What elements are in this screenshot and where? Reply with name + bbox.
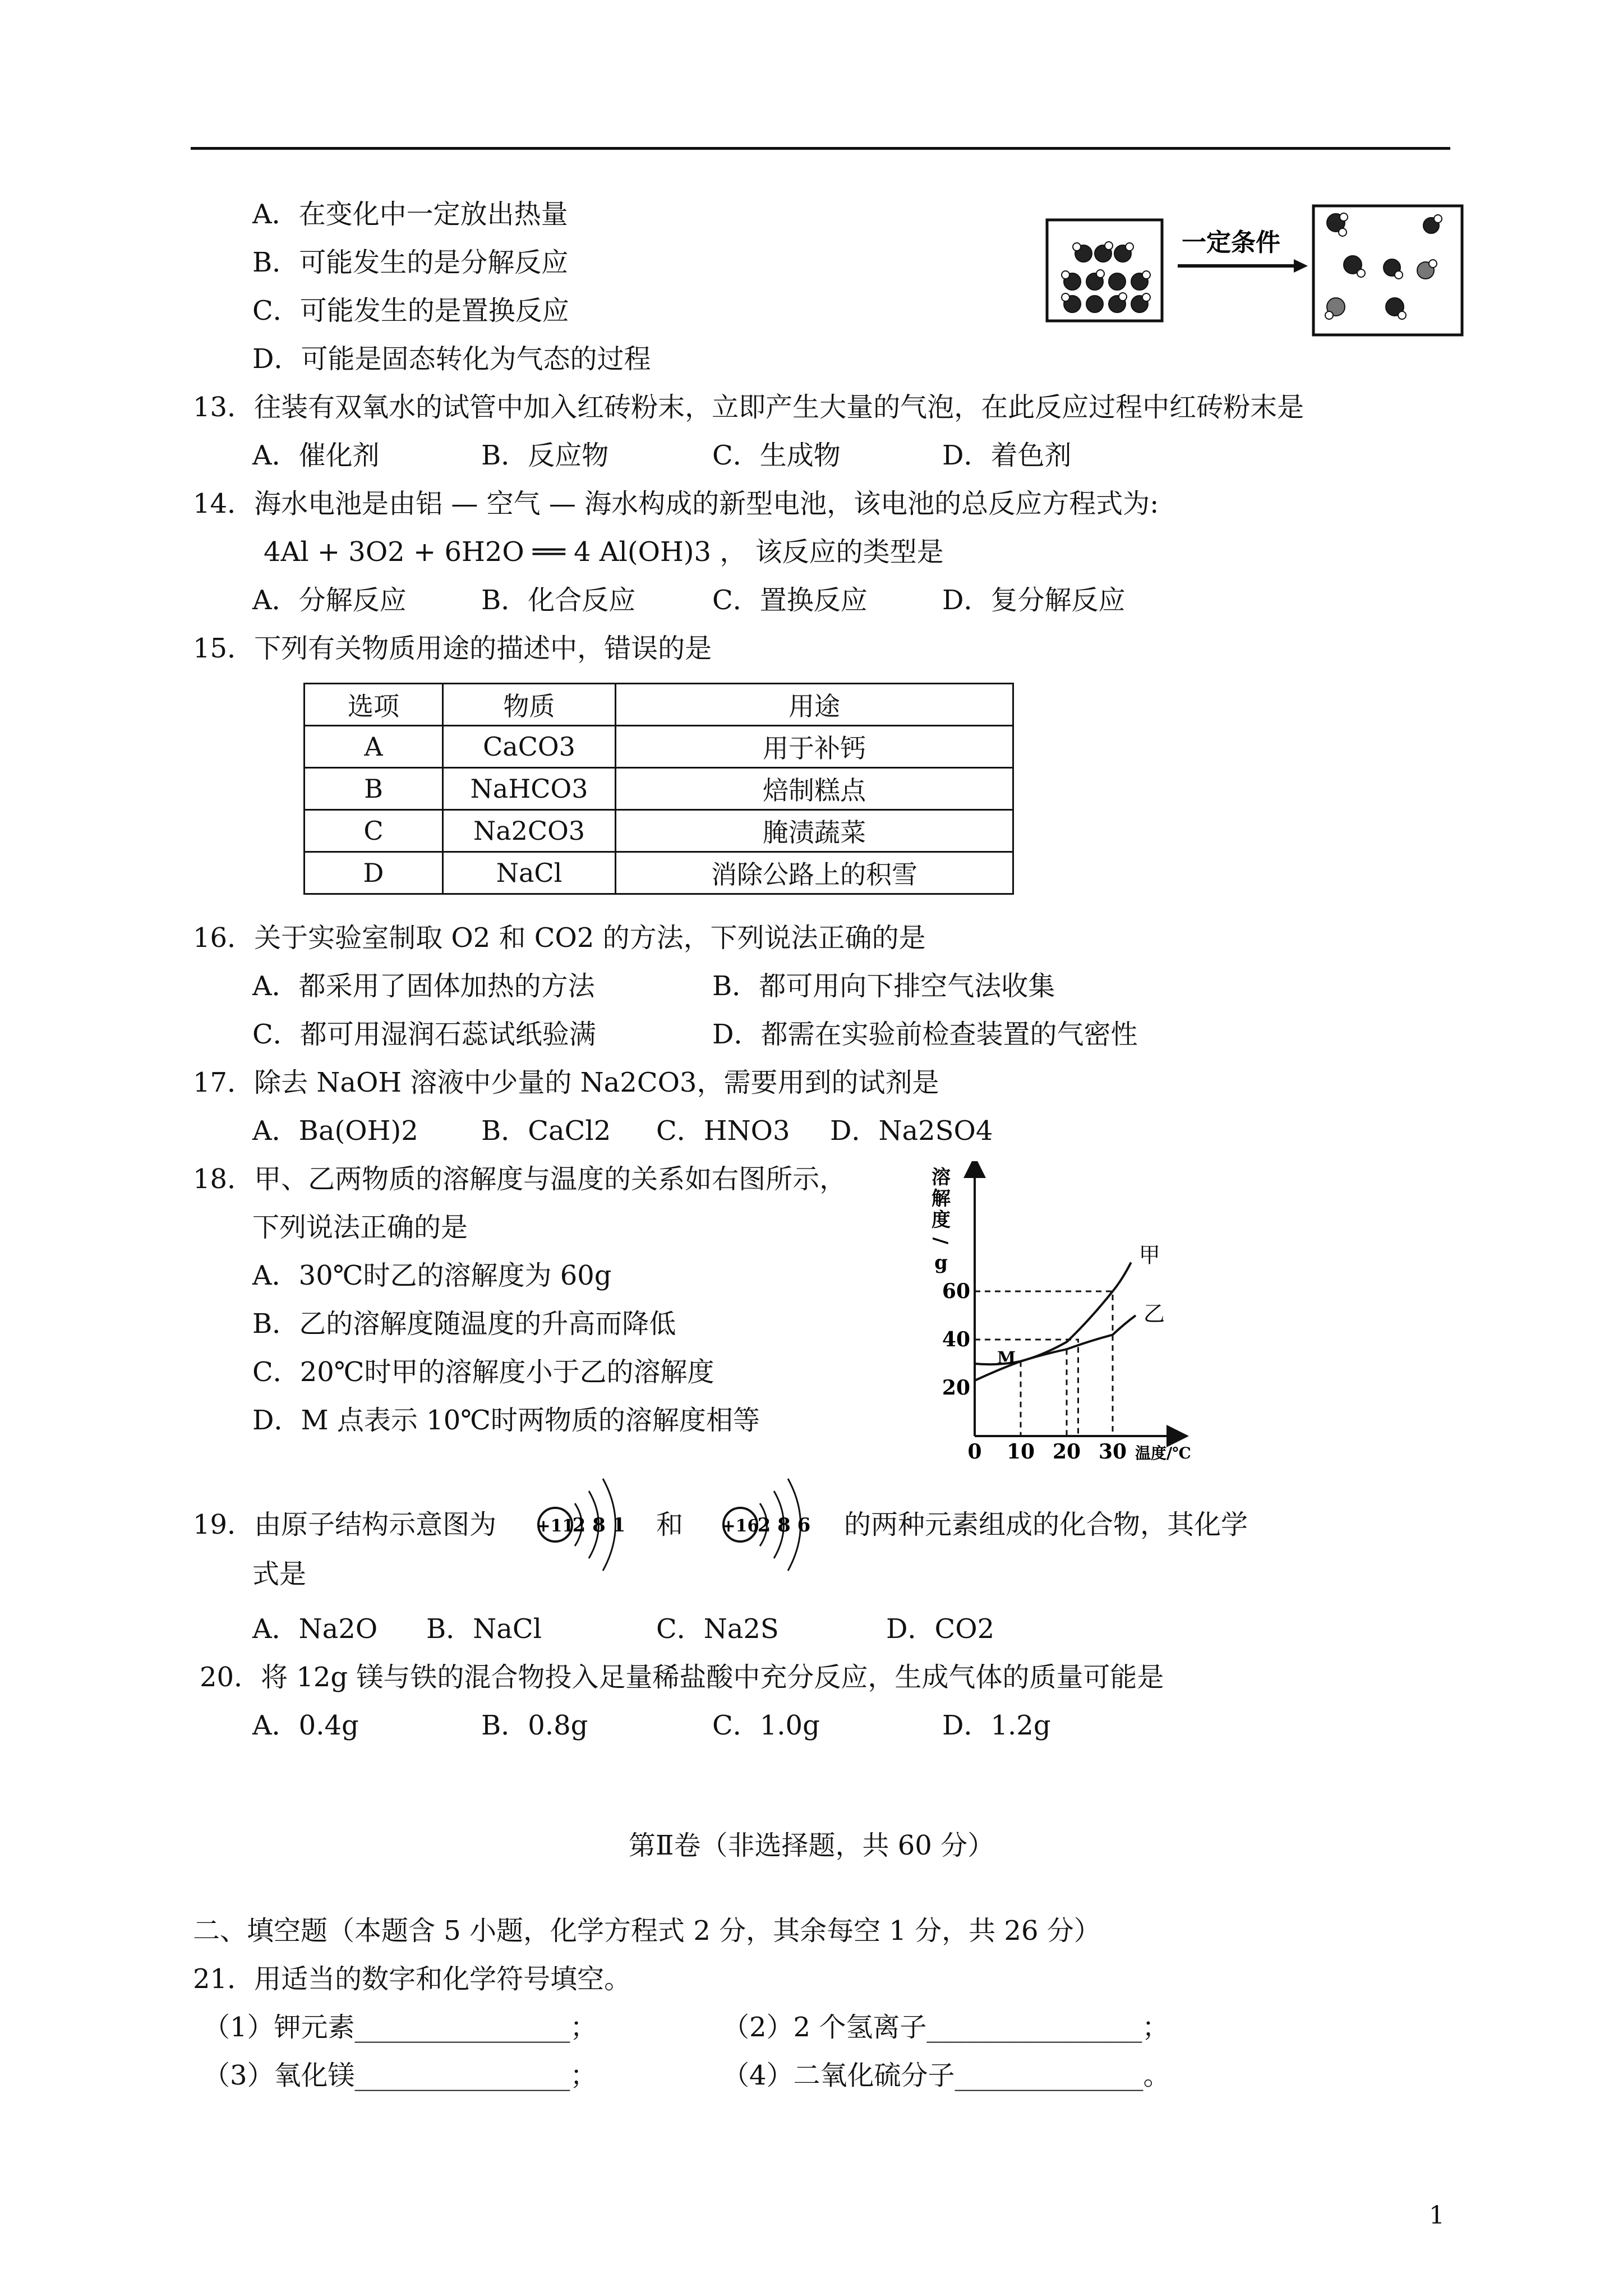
q20-stem: 20．将 12g 镁与铁的混合物投入足量稀盐酸中充分反应，生成气体的质量可能是	[200, 1662, 1164, 1693]
series-label: 甲	[1138, 1243, 1160, 1268]
page-number: 1	[1429, 2201, 1445, 2230]
table-row	[305, 810, 1013, 852]
table-cell: Na2CO3	[443, 810, 616, 852]
q14-option-a: A．分解反应	[252, 585, 407, 616]
table-cell: B	[305, 768, 443, 810]
q21-item-1: （1）钾元素________________；	[203, 2012, 597, 2043]
atom2-shells: 2 8 6	[757, 1514, 811, 1536]
q20-option-a: A．0.4g	[252, 1710, 359, 1741]
q13-option-a: A．催化剂	[252, 440, 380, 471]
q12-option-b: B．可能发生的是分解反应	[252, 247, 569, 278]
point-label: M	[997, 1348, 1016, 1368]
q18-option-a: A．30℃时乙的溶解度为 60g	[252, 1260, 612, 1291]
table-cell: D	[305, 852, 443, 894]
table-cell: 用于补钙	[616, 726, 1013, 768]
q17-option-b: B．CaCl2	[481, 1115, 611, 1147]
y-axis-label-char: 度	[932, 1209, 951, 1231]
q17-option-c: C．HNO3	[656, 1115, 790, 1147]
q12-option-a: A．在变化中一定放出热量	[252, 199, 568, 230]
q16-option-d: D．都需在实验前检查装置的气密性	[712, 1019, 1138, 1050]
q18-option-d: D．M 点表示 10℃时两物质的溶解度相等	[252, 1405, 760, 1436]
q18-stem-line1: 18．甲、乙两物质的溶解度与温度的关系如右图所示，	[193, 1163, 847, 1195]
q17-stem: 17．除去 NaOH 溶液中少量的 Na2CO3，需要用到的试剂是	[193, 1067, 939, 1098]
x-tick-label: 0	[967, 1440, 982, 1464]
q19-option-a: A．Na2O	[252, 1613, 378, 1645]
table-cell: C	[305, 810, 443, 852]
x-tick-label: 20	[1052, 1440, 1081, 1464]
q13-stem: 13．往装有双氧水的试管中加入红砖粉末，立即产生大量的气泡，在此反应过程中红砖粉末是	[193, 392, 1304, 423]
q19-option-c: C．Na2S	[656, 1613, 779, 1645]
y-tick-label: 40	[942, 1328, 970, 1351]
table-cell: 腌渍蔬菜	[616, 810, 1013, 852]
q21-item-3: （3）氧化镁________________；	[203, 2060, 597, 2091]
q12-option-c: C．可能发生的是置换反应	[252, 295, 569, 326]
q19-connector: 和	[656, 1509, 684, 1540]
q18-stem-line2: 下列说法正确的是	[252, 1212, 468, 1243]
q16-option-a: A．都采用了固体加热的方法	[252, 970, 595, 1002]
q14-option-c: C．置换反应	[712, 585, 868, 616]
q20-option-b: B．0.8g	[481, 1710, 588, 1741]
table-row	[305, 726, 1013, 768]
q14-equation: 4Al + 3O2 + 6H2O ══ 4 Al(OH)3 ， 该反应的类型是	[264, 536, 944, 568]
table-cell: 焙制糕点	[616, 768, 1013, 810]
y-axis-label-char: /	[929, 1237, 952, 1245]
x-tick-label: 10	[1006, 1440, 1035, 1464]
table-cell: NaCl	[443, 852, 616, 894]
guide-line	[975, 1340, 1078, 1436]
table-cell: A	[305, 726, 443, 768]
q19-stem-prefix: 19．由原子结构示意图为	[193, 1509, 497, 1540]
table-cell: CaCO3	[443, 726, 616, 768]
q17-option-a: A．Ba(OH)2	[252, 1115, 418, 1147]
molecule-change-diagram	[1044, 203, 1465, 338]
q19-stem-line2: 式是	[252, 1558, 307, 1590]
q14-option-b: B．化合反应	[481, 585, 636, 616]
q13-option-b: B．反应物	[481, 440, 609, 471]
x-axis-label: 温度/℃	[1135, 1444, 1191, 1462]
q19-option-d: D．CO2	[886, 1613, 995, 1645]
table-row	[305, 852, 1013, 894]
q20-option-d: D．1.2g	[942, 1710, 1051, 1741]
section-heading: 二、填空题（本题含 5 小题，化学方程式 2 分，其余每空 1 分，共 26 分）	[193, 1915, 1101, 1947]
q18-option-c: C．20℃时甲的溶解度小于乙的溶解度	[252, 1356, 714, 1388]
q17-option-d: D．Na2SO4	[830, 1115, 993, 1147]
q14-option-d: D．复分解反应	[942, 585, 1126, 616]
series-label: 乙	[1144, 1301, 1165, 1326]
sodium-atom-diagram	[527, 1470, 639, 1582]
q16-option-c: C．都可用湿润石蕊试纸验满	[252, 1019, 596, 1050]
q20-option-c: C．1.0g	[712, 1710, 820, 1741]
table-row	[305, 768, 1013, 810]
y-axis-label-char: 解	[932, 1188, 951, 1210]
x-tick-label: 30	[1098, 1440, 1127, 1464]
q16-option-b: B．都可用向下排空气法收集	[712, 970, 1055, 1002]
table-header-row	[305, 684, 1013, 726]
y-axis-label-char: 溶	[932, 1166, 951, 1189]
q16-stem: 16．关于实验室制取 O2 和 CO2 的方法，下列说法正确的是	[193, 922, 926, 954]
q19-option-b: B．NaCl	[426, 1613, 542, 1645]
y-axis-label	[929, 1166, 952, 1274]
table-header: 用途	[616, 684, 1013, 726]
q12-option-d: D．可能是固态转化为气态的过程	[252, 343, 651, 375]
q19-stem-suffix: 的两种元素组成的化合物，其化学	[844, 1509, 1248, 1540]
q21-item-2: （2）2 个氢离子________________；	[722, 2012, 1169, 2043]
table-cell: NaHCO3	[443, 768, 616, 810]
table-header: 选项	[305, 684, 443, 726]
q13-option-c: C．生成物	[712, 440, 841, 471]
solubility-chart	[925, 1161, 1206, 1464]
atom1-shells: 2 8 1	[572, 1514, 626, 1536]
diagram-condition-label: 一定条件	[1182, 229, 1280, 256]
sulfur-atom-diagram	[712, 1470, 824, 1582]
header-rule	[191, 147, 1450, 150]
q21-item-4: （4）二氧化硫分子______________。	[722, 2060, 1170, 2091]
y-tick-label: 20	[942, 1376, 970, 1400]
part2-title: 第Ⅱ卷（非选择题，共 60 分）	[628, 1830, 995, 1861]
table-header: 物质	[443, 684, 616, 726]
q14-stem: 14．海水电池是由铝 — 空气 — 海水构成的新型电池，该电池的总反应方程式为:	[193, 488, 1159, 519]
table-cell: 消除公路上的积雪	[616, 852, 1013, 894]
atom2-nucleus: +16	[721, 1516, 759, 1536]
q21-stem: 21．用适当的数字和化学符号填空。	[193, 1963, 631, 1995]
q18-option-b: B．乙的溶解度随温度的升高而降低	[252, 1308, 676, 1340]
q15-stem: 15．下列有关物质用途的描述中，错误的是	[193, 633, 712, 664]
y-axis-label-char: g	[934, 1251, 948, 1274]
q15-table	[303, 683, 1014, 895]
atom1-nucleus: +11	[536, 1516, 574, 1536]
y-tick-label: 60	[942, 1280, 970, 1303]
q13-option-d: D．着色剂	[942, 440, 1072, 471]
